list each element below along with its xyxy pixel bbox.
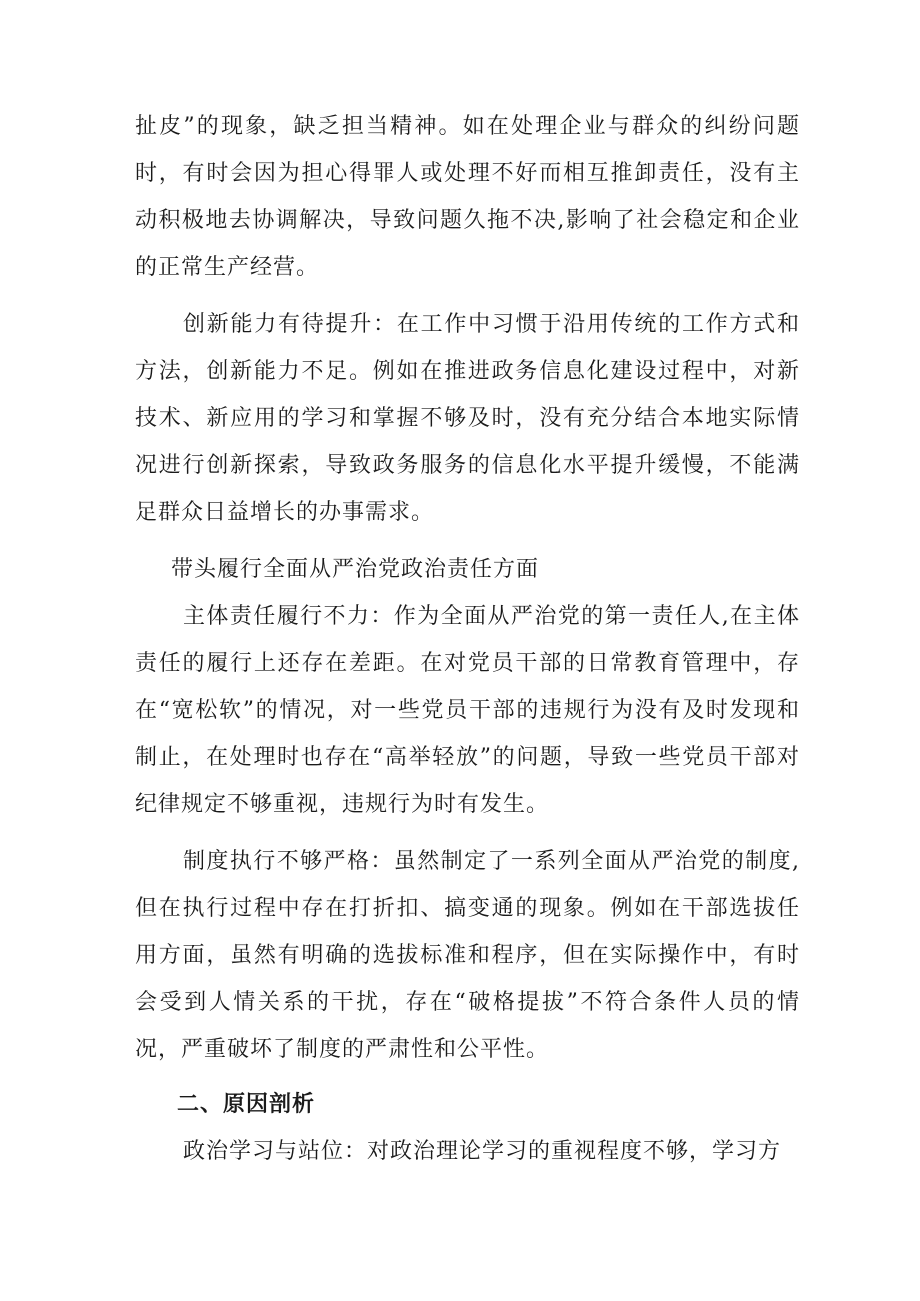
paragraph-main-responsibility: 主体责任履行不力：作为全面从严治党的第一责任人,在主体责任的履行上还存在差距。在对党员干部的日常教育管理中，存在“宽松软”的情况，对一些党员干部的违规行为没有及时发现和制止，在处理时也存在“高举轻放”的问题，导致一些党员干部对纪律规定不够重视，违规行为时有发生。 (135, 604, 800, 817)
paragraph-innovation-ability: 创新能力有待提升：在工作中习惯于沿用传统的工作方式和方法，创新能力不足。例如在推进政务信息化建设过程中，对新技术、新应用的学习和掌握不够及时，没有充分结合本地实际情况进行创新探索，导致政务服务的信息化水平提升缓慢，不能满足群众日益增长的办事需求。 (135, 312, 800, 525)
paragraph-system-execution: 制度执行不够严格：虽然制定了一系列全面从严治党的制度,但在执行过程中存在打折扣、搞变通的现象。例如在干部选拔任用方面，虽然有明确的选拔标准和程序，但在实际操作中，有时会受到人情关系的干扰，存在“破格提拔”不符合条件人员的情况，严重破坏了制度的严肃性和公平性。 (135, 849, 800, 1062)
section-heading-cause-analysis: 二、原因剖析 (177, 1092, 316, 1117)
paragraph-political-study: 政治学习与站位：对政治理论学习的重视程度不够，学习方 (183, 1139, 782, 1164)
section-subheading-party-responsibility: 带头履行全面从严治党政治责任方面 (171, 557, 540, 582)
paragraph-shirking-responsibility: 扯皮”的现象，缺乏担当精神。如在处理企业与群众的纠纷问题时，有时会因为担心得罪人或处理不好而相互推卸责任，没有主动积极地去协调解决，导致问题久拖不决,影响了社会稳定和企业的正常生产经营。 (135, 114, 800, 280)
